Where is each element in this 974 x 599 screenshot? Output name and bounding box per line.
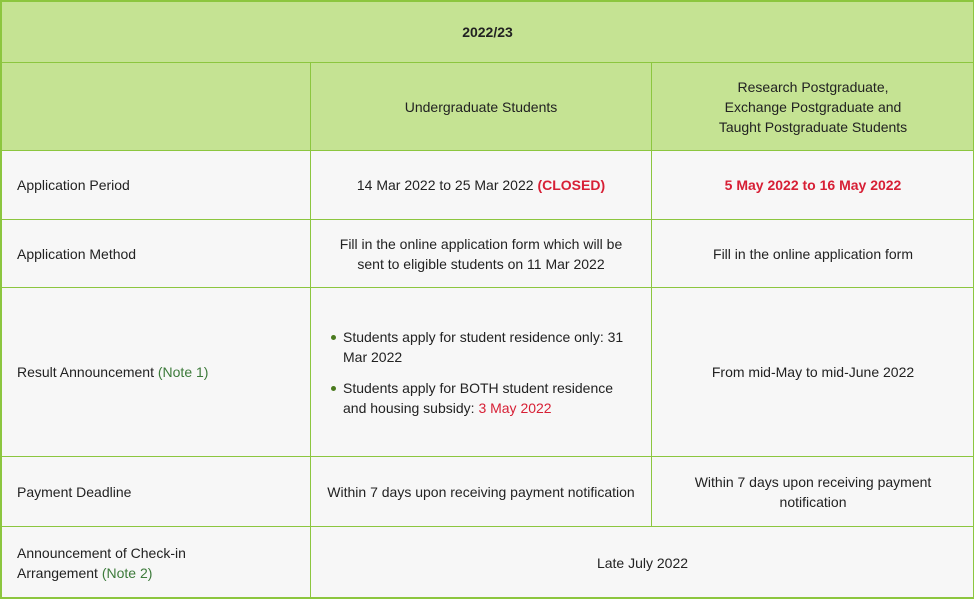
payment-deadline-postgrad-line2: notification — [780, 494, 847, 510]
academic-year-heading: 2022/23 — [1, 1, 974, 63]
postgrad-header-line1: Research Postgraduate, — [738, 79, 889, 95]
result-item-1-line1: Students apply for student residence only: 31 — [343, 329, 623, 345]
payment-deadline-label: Payment Deadline — [1, 457, 311, 527]
result-announcement-undergrad — [311, 288, 652, 457]
result-item-1-line2: Mar 2022 — [343, 349, 402, 365]
result-item-2-line1: Students apply for BOTH student residence — [343, 380, 613, 396]
postgraduate-header — [652, 63, 974, 151]
list-item — [343, 327, 637, 367]
note-1-link[interactable]: (Note 1) — [158, 364, 209, 380]
payment-deadline-postgrad-line1: Within 7 days upon receiving payment — [695, 474, 932, 490]
application-period-row — [1, 151, 974, 220]
application-method-undergrad-line2: sent to eligible students on 11 Mar 2022 — [357, 256, 604, 272]
check-in-label-cell — [1, 527, 311, 599]
result-item-2-line2: and housing subsidy: — [343, 400, 478, 416]
bullet-icon — [331, 335, 336, 340]
application-period-undergrad — [311, 151, 652, 220]
note-2-link[interactable]: (Note 2) — [102, 565, 153, 581]
payment-deadline-row — [1, 457, 974, 527]
list-item — [343, 378, 637, 418]
application-method-label: Application Method — [1, 220, 311, 288]
application-method-undergrad-line1: Fill in the online application form which will be — [340, 236, 622, 252]
closed-status: (CLOSED) — [537, 177, 605, 193]
result-announcement-list — [327, 327, 637, 418]
payment-deadline-postgrad — [652, 457, 974, 527]
column-header-row — [1, 63, 974, 151]
application-method-row — [1, 220, 974, 288]
bullet-icon — [331, 386, 336, 391]
check-in-label-line2: Arrangement — [17, 565, 102, 581]
payment-deadline-undergrad: Within 7 days upon receiving payment notification — [311, 457, 652, 527]
result-announcement-label: Result Announcement — [17, 364, 158, 380]
application-period-label: Application Period — [1, 151, 311, 220]
check-in-label-line1: Announcement of Check-in — [17, 545, 186, 561]
undergraduate-header: Undergraduate Students — [311, 63, 652, 151]
postgrad-header-line2: Exchange Postgraduate and — [725, 99, 902, 115]
postgrad-header-line3: Taught Postgraduate Students — [719, 119, 907, 135]
application-period-postgrad: 5 May 2022 to 16 May 2022 — [652, 151, 974, 220]
blank-header-cell — [1, 63, 311, 151]
application-method-postgrad: Fill in the online application form — [652, 220, 974, 288]
result-announcement-label-cell — [1, 288, 311, 457]
result-announcement-postgrad: From mid-May to mid-June 2022 — [652, 288, 974, 457]
year-header-row — [1, 1, 974, 63]
result-announcement-row — [1, 288, 974, 457]
application-method-undergrad — [311, 220, 652, 288]
application-period-undergrad-dates: 14 Mar 2022 to 25 Mar 2022 — [357, 177, 538, 193]
result-item-2-date: 3 May 2022 — [478, 400, 551, 416]
check-in-value: Late July 2022 — [311, 527, 974, 599]
check-in-row — [1, 527, 974, 599]
